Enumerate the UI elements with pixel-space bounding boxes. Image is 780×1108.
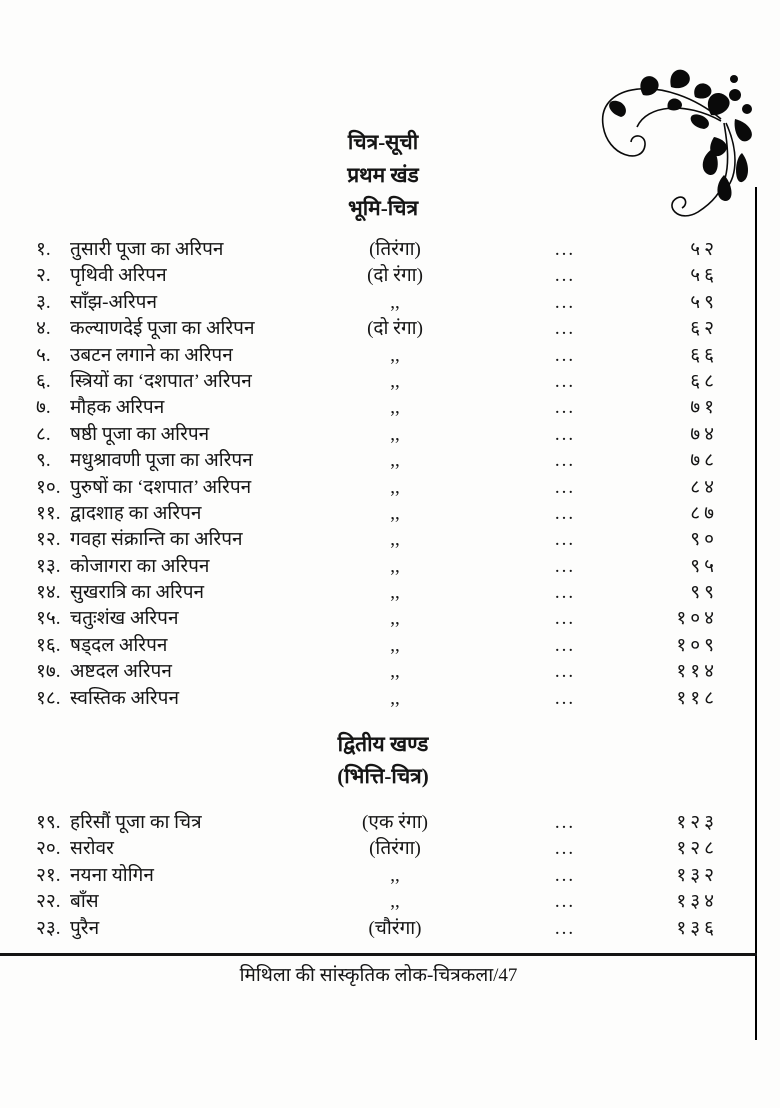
item-color-note: ,, xyxy=(390,661,400,683)
list-item xyxy=(0,606,780,632)
item-number: १४. xyxy=(36,582,61,604)
item-color-note: ,, xyxy=(390,344,400,366)
item-color-note: ,, xyxy=(390,370,400,392)
item-page-number: ११८ xyxy=(676,687,718,709)
item-color-note: ,, xyxy=(390,582,400,604)
item-number: ६. xyxy=(36,370,51,392)
item-page-number: ८४ xyxy=(690,476,718,498)
item-page-number: १२३ xyxy=(676,812,718,833)
item-color-note: ,, xyxy=(390,555,400,577)
item-color-note: (चौरंगा) xyxy=(368,917,422,939)
item-page-number: १०४ xyxy=(676,608,718,630)
item-page-number: ९५ xyxy=(690,555,718,577)
item-title: पुरुषों का ‘दशपात’ अरिपन xyxy=(70,476,252,498)
leader-dots: ... xyxy=(554,344,576,366)
list-item xyxy=(0,810,780,836)
item-title: साँझ-अरिपन xyxy=(70,291,158,313)
item-color-note: ,, xyxy=(390,608,400,630)
item-page-number: १३२ xyxy=(676,864,718,886)
list-item xyxy=(0,554,780,580)
item-page-number: ८७ xyxy=(690,502,718,524)
item-page-number: ९९ xyxy=(690,582,718,604)
item-title: द्वादशाह का अरिपन xyxy=(70,502,202,524)
illustration-list-section1 xyxy=(0,237,780,712)
item-page-number: १३४ xyxy=(676,891,718,913)
item-title: स्वस्तिक अरिपन xyxy=(70,687,179,709)
item-color-note: (एक रंगा) xyxy=(362,812,428,833)
section1-heading-block xyxy=(0,126,766,225)
list-item xyxy=(0,916,780,942)
leader-dots: ... xyxy=(554,634,576,656)
leader-dots: ... xyxy=(554,891,576,913)
item-number: ११. xyxy=(36,502,61,524)
item-number: १. xyxy=(36,239,51,260)
leader-dots: ... xyxy=(554,476,576,498)
leader-dots: ... xyxy=(554,529,576,551)
leader-dots: ... xyxy=(554,370,576,392)
leader-dots: ... xyxy=(554,687,576,709)
item-color-note: ,, xyxy=(390,891,400,913)
list-item xyxy=(0,686,780,712)
list-item xyxy=(0,395,780,421)
leader-dots: ... xyxy=(554,838,576,860)
section2-subtitle: (भित्ति-चित्र) xyxy=(337,764,429,788)
item-title: पुरैन xyxy=(70,917,100,939)
leader-dots: ... xyxy=(554,555,576,577)
section1-part-title: प्रथम खंड xyxy=(347,163,419,187)
item-title: पृथिवी अरिपन xyxy=(70,265,167,287)
item-number: ५. xyxy=(36,344,51,366)
item-color-note: ,, xyxy=(390,423,400,445)
item-page-number: ९० xyxy=(690,529,718,551)
item-title: कल्याणदेई पूजा का अरिपन xyxy=(70,318,255,340)
list-item xyxy=(0,863,780,889)
item-color-note: ,, xyxy=(390,864,400,886)
list-item xyxy=(0,422,780,448)
leader-dots: ... xyxy=(554,661,576,683)
list-item xyxy=(0,290,780,316)
item-page-number: ६२ xyxy=(690,318,718,340)
item-page-number: ७४ xyxy=(690,423,718,445)
item-title: सरोवर xyxy=(70,838,114,860)
leader-dots: ... xyxy=(554,864,576,886)
item-title: गवहा संक्रान्ति का अरिपन xyxy=(70,529,243,551)
item-number: १०. xyxy=(36,476,61,498)
list-item xyxy=(0,316,780,342)
item-number: १९. xyxy=(36,812,61,833)
item-number: ४. xyxy=(36,318,51,340)
item-title: सुखरात्रि का अरिपन xyxy=(70,582,205,604)
item-page-number: ५२ xyxy=(690,239,718,260)
item-number: २१. xyxy=(36,864,61,886)
item-number: ७. xyxy=(36,397,51,419)
item-title: नयना योगिन xyxy=(70,864,154,886)
list-item xyxy=(0,836,780,862)
item-page-number: ५६ xyxy=(690,265,718,287)
item-color-note: ,, xyxy=(390,397,400,419)
item-number: ३. xyxy=(36,291,51,313)
list-item xyxy=(0,448,780,474)
item-color-note: (दो रंगा) xyxy=(367,318,423,340)
item-page-number: ७१ xyxy=(690,397,718,419)
item-title: षड्दल अरिपन xyxy=(70,634,168,656)
leader-dots: ... xyxy=(554,291,576,313)
item-number: १५. xyxy=(36,608,61,630)
leader-dots: ... xyxy=(554,318,576,340)
list-item xyxy=(0,369,780,395)
item-color-note: ,, xyxy=(390,450,400,472)
list-item xyxy=(0,580,780,606)
list-item xyxy=(0,633,780,659)
item-number: १८. xyxy=(36,687,61,709)
item-title: षष्ठी पूजा का अरिपन xyxy=(70,423,210,445)
leader-dots: ... xyxy=(554,450,576,472)
item-number: १७. xyxy=(36,661,61,683)
item-page-number: १०९ xyxy=(676,634,718,656)
item-color-note: (तिरंगा) xyxy=(369,838,421,860)
item-color-note: ,, xyxy=(390,502,400,524)
item-color-note: ,, xyxy=(390,634,400,656)
leader-dots: ... xyxy=(554,423,576,445)
item-page-number: १३६ xyxy=(676,917,718,939)
item-color-note: ,, xyxy=(390,687,400,709)
leader-dots: ... xyxy=(554,812,576,833)
item-title: हरिसौं पूजा का चित्र xyxy=(70,812,202,833)
item-number: १३. xyxy=(36,555,61,577)
item-color-note: (तिरंगा) xyxy=(369,239,421,260)
footer-text: मिथिला की सांस्कृतिक लोक-चित्रकला/47 xyxy=(239,965,518,986)
item-title: अष्टदल अरिपन xyxy=(70,661,172,683)
item-title: तुसारी पूजा का अरिपन xyxy=(70,239,224,260)
list-item xyxy=(0,501,780,527)
list-item xyxy=(0,889,780,915)
leader-dots: ... xyxy=(554,239,576,260)
item-page-number: १२८ xyxy=(676,838,718,860)
leader-dots: ... xyxy=(554,582,576,604)
item-page-number: ६६ xyxy=(690,344,718,366)
item-title: बाँस xyxy=(70,891,99,913)
list-item xyxy=(0,475,780,501)
list-item xyxy=(0,343,780,369)
item-page-number: ७८ xyxy=(690,450,718,472)
leader-dots: ... xyxy=(554,265,576,287)
section2-heading-block xyxy=(0,728,766,792)
list-item xyxy=(0,659,780,685)
item-color-note: ,, xyxy=(390,476,400,498)
page-title: चित्र-सूची xyxy=(347,130,419,154)
item-title: कोजागरा का अरिपन xyxy=(70,555,210,577)
item-number: ९. xyxy=(36,450,51,472)
item-color-note: ,, xyxy=(390,529,400,551)
item-color-note: (दो रंगा) xyxy=(367,265,423,287)
item-title: उबटन लगाने का अरिपन xyxy=(70,344,233,366)
section2-part-title: द्वितीय खण्ड xyxy=(337,732,429,756)
leader-dots: ... xyxy=(554,608,576,630)
leader-dots: ... xyxy=(554,917,576,939)
item-number: ८. xyxy=(36,423,51,445)
item-number: २०. xyxy=(36,838,61,860)
section1-subtitle: भूमि-चित्र xyxy=(347,196,419,220)
item-page-number: ६८ xyxy=(690,370,718,392)
item-number: १२. xyxy=(36,529,61,551)
leader-dots: ... xyxy=(554,397,576,419)
item-page-number: ११४ xyxy=(676,661,718,683)
list-item xyxy=(0,237,780,263)
item-title: स्त्रियों का ‘दशपात’ अरिपन xyxy=(70,370,252,392)
item-page-number: ५९ xyxy=(690,291,718,313)
item-number: २. xyxy=(36,265,51,287)
item-number: २२. xyxy=(36,891,61,913)
list-item xyxy=(0,527,780,553)
list-item xyxy=(0,263,780,289)
illustration-list-section2 xyxy=(0,810,780,942)
item-title: मधुश्रावणी पूजा का अरिपन xyxy=(70,450,253,472)
item-number: १६. xyxy=(36,634,61,656)
leader-dots: ... xyxy=(554,502,576,524)
item-number: २३. xyxy=(36,917,61,939)
item-title: चतुःशंख अरिपन xyxy=(70,608,179,630)
item-color-note: ,, xyxy=(390,291,400,313)
footer-rule xyxy=(0,953,757,956)
item-title: मौहक अरिपन xyxy=(70,397,165,419)
